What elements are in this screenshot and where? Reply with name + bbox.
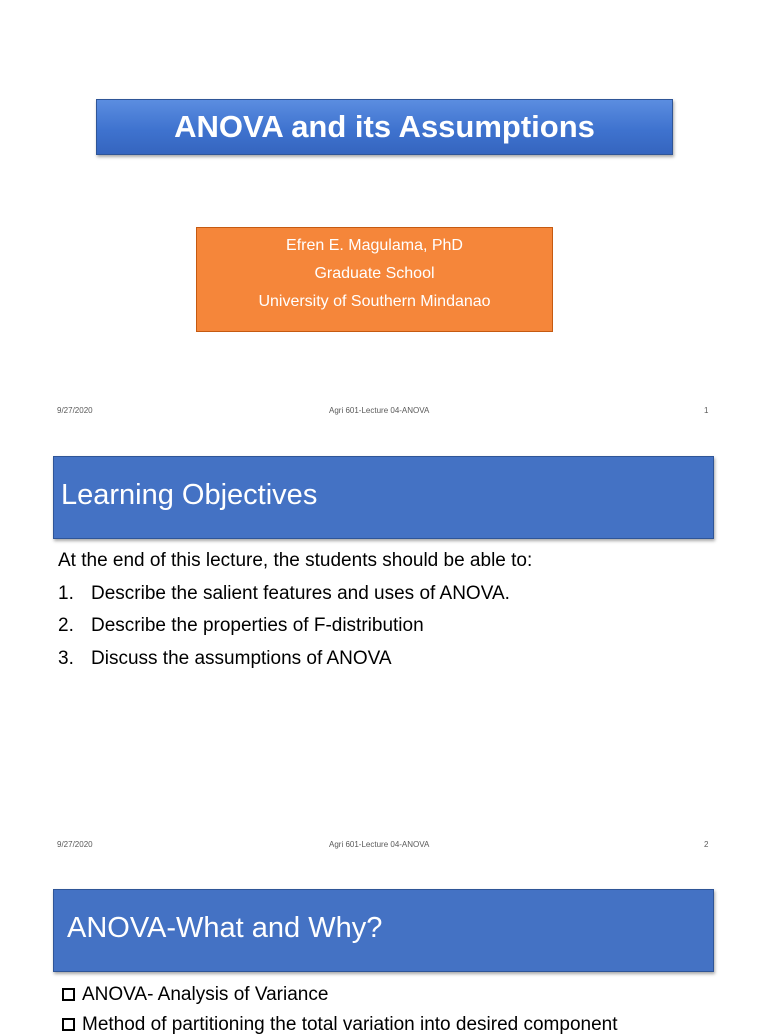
slide1-footer-date: 9/27/2020 [57, 406, 93, 415]
slide2-title: Learning Objectives [53, 456, 714, 539]
author-info-box [196, 227, 553, 332]
slide2-footer-date: 9/27/2020 [57, 840, 93, 849]
slide2-footer-page: 2 [704, 840, 709, 849]
objective-number: 2. [58, 615, 74, 636]
checkbox-bullet-icon [62, 1018, 75, 1031]
bullet-text: ANOVA- Analysis of Variance [82, 984, 329, 1005]
university-name: University of Southern Mindanao [258, 293, 491, 310]
slide3-title: ANOVA-What and Why? [53, 889, 714, 972]
objective-text: Describe the properties of F-distribution [91, 615, 424, 636]
checkbox-bullet-icon [62, 988, 75, 1001]
objective-number: 3. [58, 648, 74, 669]
slide1-footer-center: Agri 601-Lecture 04-ANOVA [329, 406, 430, 415]
author-name: Efren E. Magulama, PhD [286, 237, 463, 254]
bullet-item [62, 1014, 618, 1036]
objective-item [58, 583, 510, 605]
objective-text: Describe the salient features and uses of ANOVA. [91, 583, 510, 604]
slide2-footer-center: Agri 601-Lecture 04-ANOVA [329, 840, 430, 849]
bullet-text: Method of partitioning the total variation into desired component [82, 1014, 618, 1035]
objective-item [58, 648, 392, 670]
objective-text: Discuss the assumptions of ANOVA [91, 648, 392, 669]
school-name: Graduate School [314, 265, 435, 282]
objectives-intro: At the end of this lecture, the students should be able to: [58, 550, 533, 571]
objective-item [58, 615, 424, 637]
slide1-footer-page: 1 [704, 406, 709, 415]
bullet-item [62, 984, 328, 1006]
objective-number: 1. [58, 583, 74, 604]
slide1-title: ANOVA and its Assumptions [96, 99, 673, 155]
